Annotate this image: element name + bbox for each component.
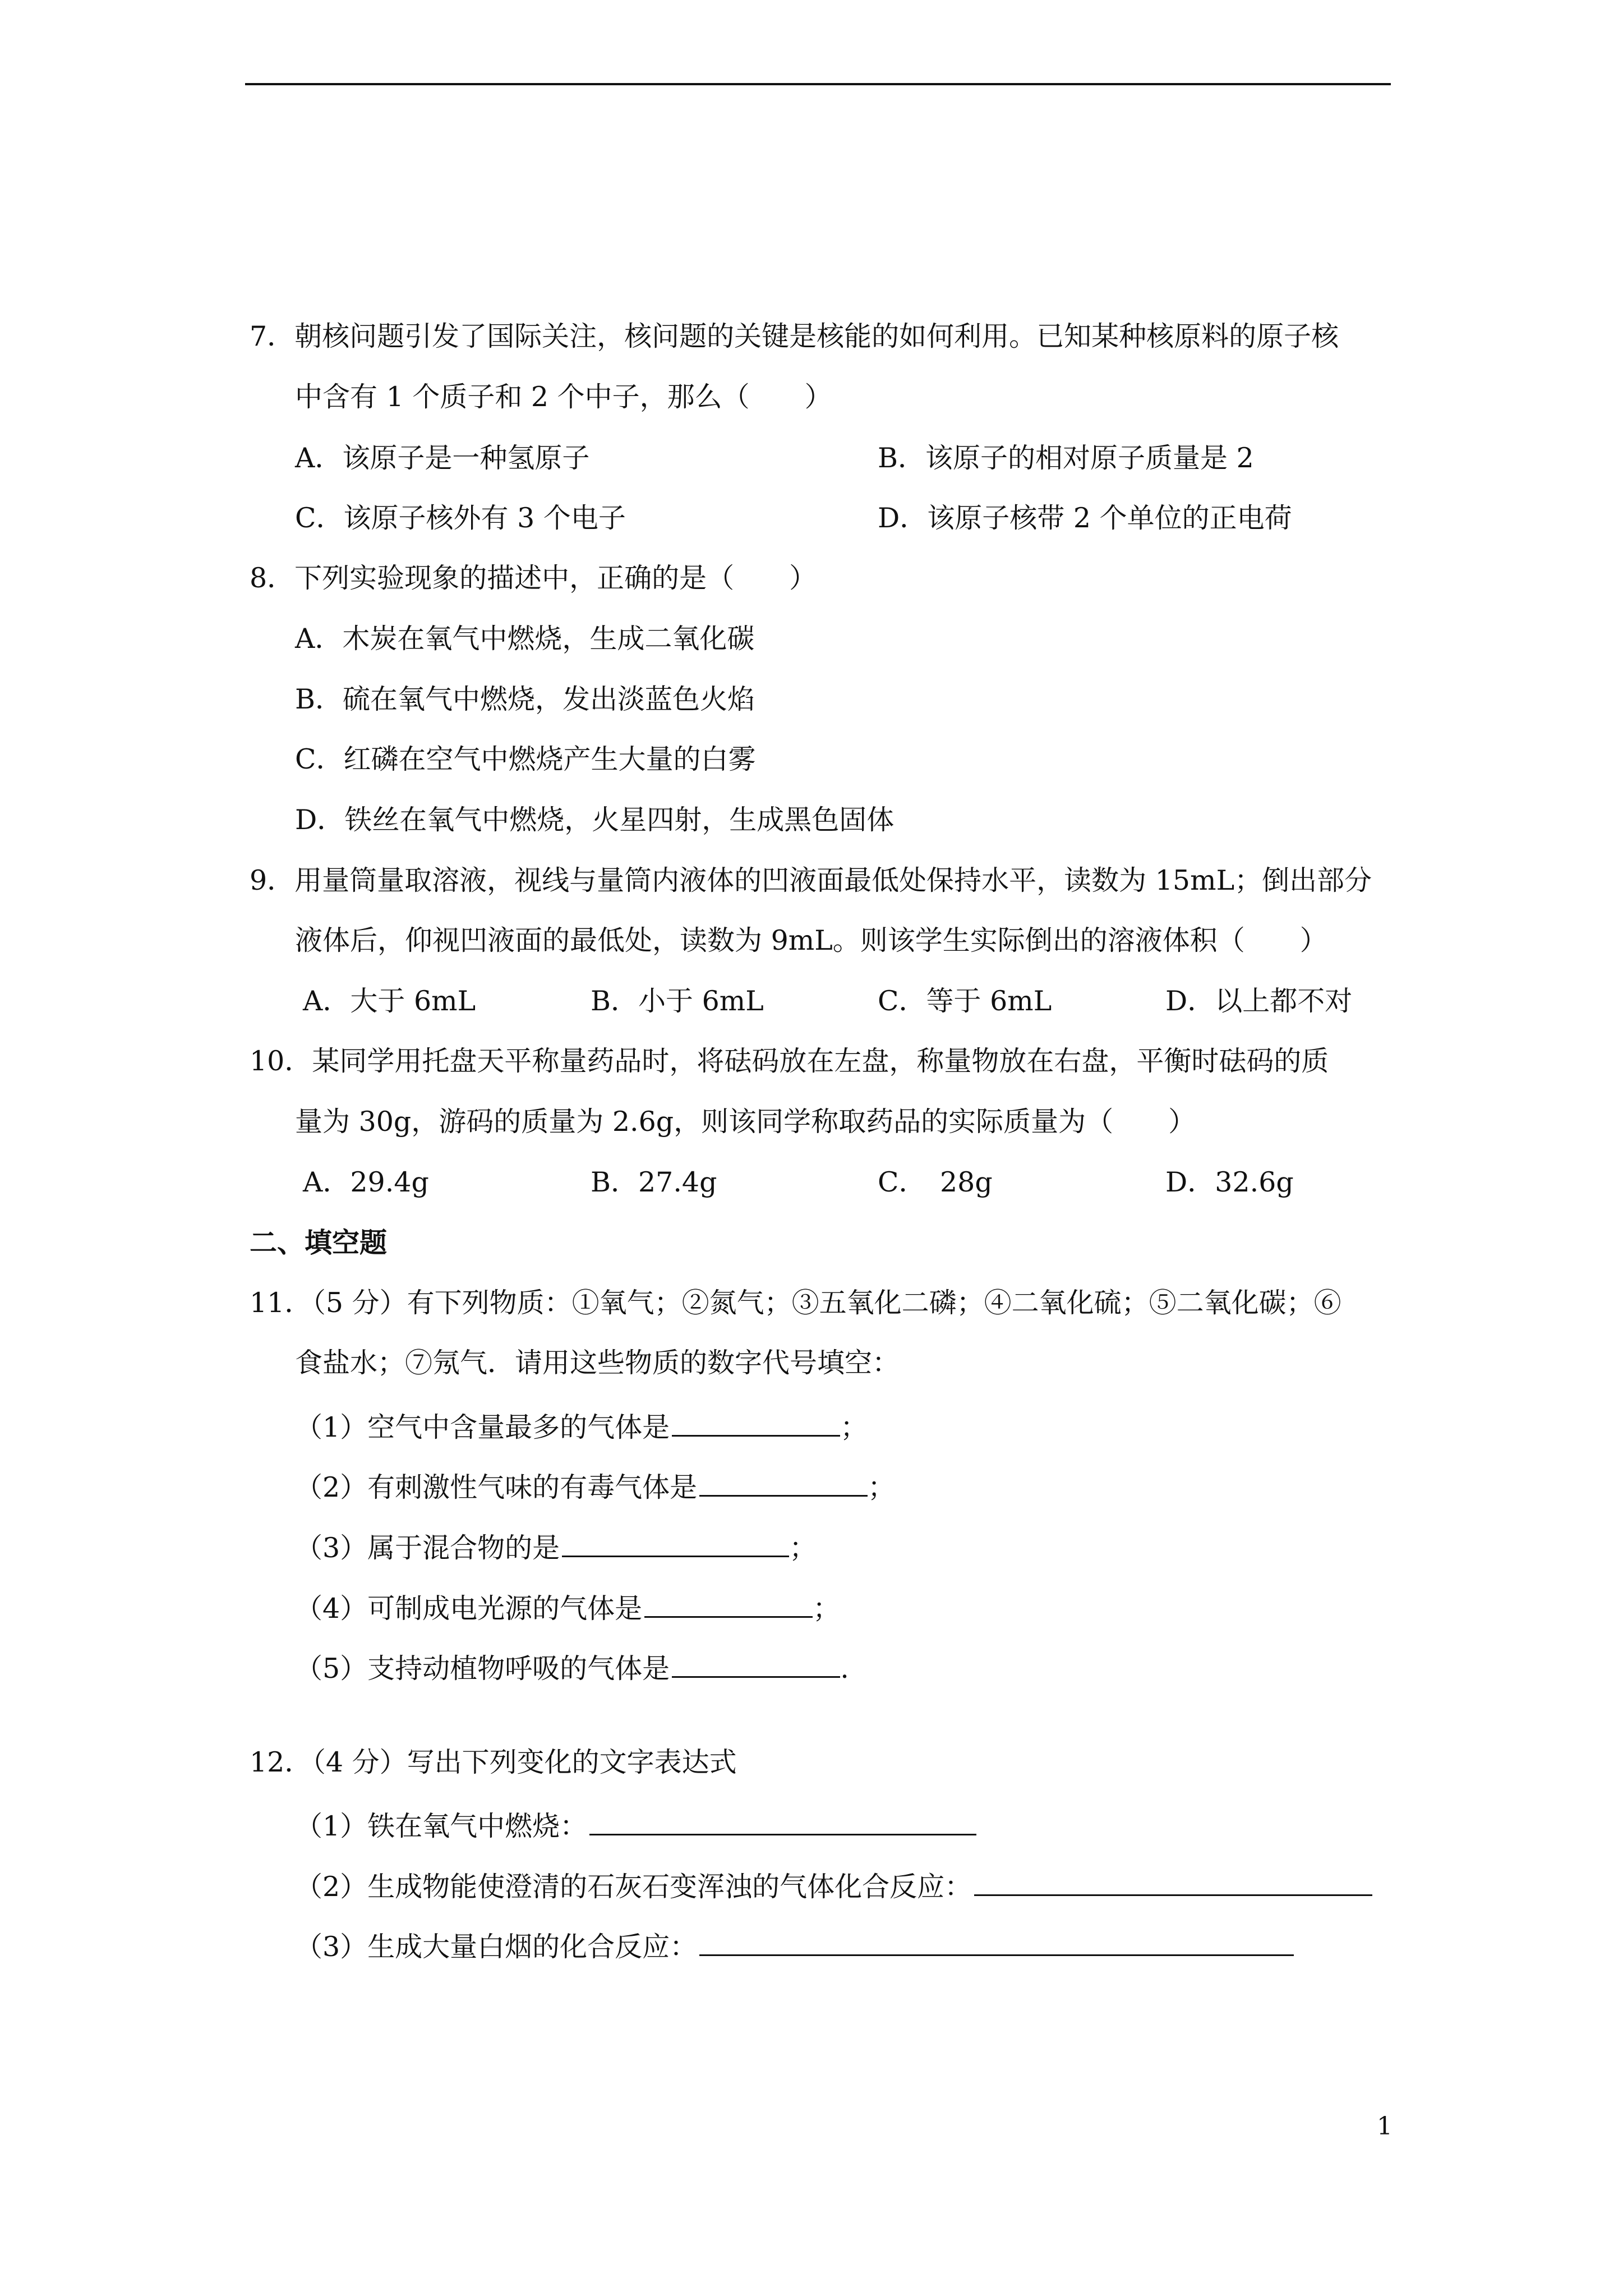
answer-blank[interactable] — [699, 1925, 1294, 1956]
q7-stem-line2: 中含有 1 个质子和 2 个中子，那么（ ） — [295, 381, 832, 413]
q11-part2 — [295, 1466, 895, 1506]
answer-blank[interactable] — [699, 1466, 868, 1497]
q10-option-c: C． 28g — [878, 1166, 993, 1198]
q11-part4 — [295, 1587, 840, 1627]
q8-stem: 8．下列实验现象的描述中，正确的是（ ） — [250, 562, 817, 594]
q11-part4-end: ； — [813, 1593, 841, 1625]
q8-option-b: B．硫在氧气中燃烧，发出淡蓝色火焰 — [295, 683, 755, 715]
q11-part1 — [295, 1406, 868, 1446]
q10-stem-line2: 量为 30g，游码的质量为 2.6g，则该同学称取药品的实际质量为（ ） — [295, 1106, 1196, 1138]
q7-option-b: B．该原子的相对原子质量是 2 — [878, 442, 1254, 474]
q9-option-c: C．等于 6mL — [878, 985, 1052, 1017]
q11-part3 — [295, 1526, 817, 1566]
page-number: 1 — [1377, 2112, 1393, 2141]
q12-stem: 12．（4 分）写出下列变化的文字表达式 — [250, 1746, 737, 1778]
q11-part2-end: ； — [868, 1471, 896, 1503]
q11-part1-prompt: （1）空气中含量最多的气体是 — [295, 1411, 670, 1443]
q11-part1-end: ； — [840, 1411, 868, 1443]
q7-option-c: C．该原子核外有 3 个电子 — [295, 502, 626, 534]
answer-blank[interactable] — [672, 1647, 840, 1678]
q10-stem-line1: 10．某同学用托盘天平称量药品时，将砝码放在左盘，称量物放在右盘，平衡时砝码的质 — [250, 1045, 1329, 1077]
q9-option-b: B．小于 6mL — [591, 985, 764, 1017]
q9-option-d: D．以上都不对 — [1165, 985, 1353, 1017]
q12-part2 — [295, 1865, 1372, 1905]
q11-stem-line1: 11．（5 分）有下列物质：①氧气；②氮气；③五氧化二磷；④二氧化硫；⑤二氧化碳；⑥ — [250, 1287, 1341, 1319]
header-rule — [245, 83, 1391, 85]
q7-option-d: D．该原子核带 2 个单位的正电荷 — [878, 502, 1292, 534]
q8-option-c: C．红磷在空气中燃烧产生大量的白雾 — [295, 743, 756, 775]
q9-option-a: A．大于 6mL — [303, 985, 476, 1017]
q9-stem-line2: 液体后，仰视凹液面的最低处，读数为 9mL。则该学生实际倒出的溶液体积（ ） — [295, 924, 1327, 956]
q8-option-a: A．木炭在氧气中燃烧，生成二氧化碳 — [295, 623, 755, 655]
q10-option-a: A．29.4g — [303, 1166, 429, 1198]
q7-stem-line1: 7．朝核问题引发了国际关注，核问题的关键是核能的如何利用。已知某种核原料的原子核 — [250, 320, 1339, 352]
q11-part3-prompt: （3）属于混合物的是 — [295, 1532, 560, 1564]
q11-part5 — [295, 1647, 849, 1687]
answer-blank[interactable] — [672, 1406, 840, 1437]
q11-part5-prompt: （5）支持动植物呼吸的气体是 — [295, 1653, 670, 1685]
q11-stem-line2: 食盐水；⑦氖气．请用这些物质的数字代号填空： — [295, 1347, 900, 1379]
answer-blank[interactable] — [589, 1805, 976, 1835]
q8-option-d: D．铁丝在氧气中燃烧，火星四射，生成黑色固体 — [295, 804, 895, 836]
q11-part5-end: . — [840, 1653, 849, 1685]
answer-blank[interactable] — [974, 1865, 1372, 1896]
section-heading-fill-in: 二、填空题 — [250, 1226, 388, 1259]
q7-option-a: A．该原子是一种氢原子 — [295, 442, 590, 474]
q10-option-d: D．32.6g — [1165, 1166, 1294, 1198]
q12-part2-prompt: （2）生成物能使澄清的石灰石变浑浊的气体化合反应： — [295, 1871, 972, 1903]
q12-part1-prompt: （1）铁在氧气中燃烧： — [295, 1810, 588, 1842]
q11-part2-prompt: （2）有刺激性气味的有毒气体是 — [295, 1471, 698, 1503]
q11-part3-end: ； — [789, 1532, 817, 1564]
q9-stem-line1: 9．用量筒量取溶液，视线与量筒内液体的凹液面最低处保持水平，读数为 15mL；倒出部分 — [250, 864, 1372, 896]
answer-blank[interactable] — [562, 1526, 789, 1557]
q12-part3 — [295, 1925, 1294, 1965]
q10-option-b: B．27.4g — [591, 1166, 717, 1198]
q12-part3-prompt: （3）生成大量白烟的化合反应： — [295, 1931, 698, 1963]
q12-part1 — [295, 1805, 976, 1844]
q11-part4-prompt: （4）可制成电光源的气体是 — [295, 1593, 643, 1625]
answer-blank[interactable] — [644, 1587, 813, 1618]
